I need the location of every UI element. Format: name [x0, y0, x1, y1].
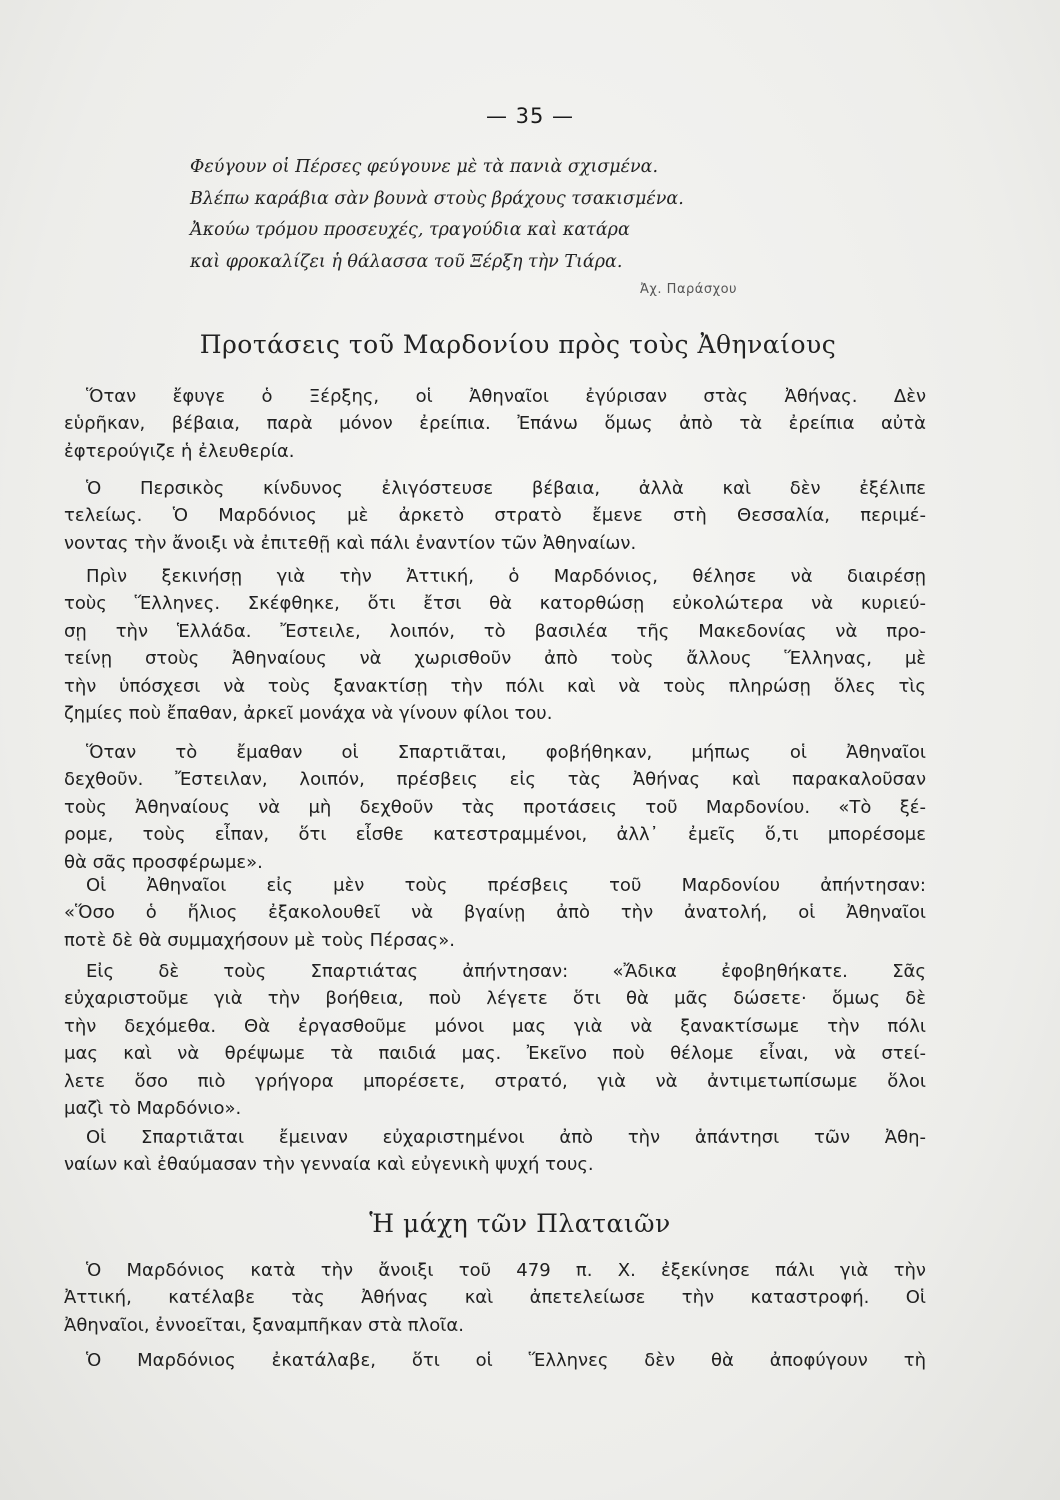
text-line: Οἱ Σπαρτιᾶται ἔμειναν εὐχαριστημένοι ἀπὸ τὴν ἀπάντησι τῶν Ἀθη- — [86, 1127, 926, 1148]
paragraph — [64, 563, 926, 727]
text-line: λετε ὅσο πιὸ γρήγορα μπορέσετε, στρατό, γιὰ νὰ ἀντιμετωπίσωμε ὅλοι — [64, 1070, 926, 1092]
poem-line: Φεύγουν οἱ Πέρσες φεύγουνε μὲ τὰ πανιὰ σχισμένα. — [190, 157, 659, 177]
text-line: ρομε, τοὺς εἶπαν, ὅτι εἶσθε κατεστραμμένοι, ἀλλ᾽ ἐμεῖς ὅ,τι μπορέσομε — [64, 824, 926, 846]
text-line: τοὺς Ἀθηναίους νὰ μὴ δεχθοῦν τὰς προτάσεις τοῦ Μαρδονίου. «Τὸ ξέ- — [64, 796, 926, 818]
text-line: τείνῃ στοὺς Ἀθηναίους νὰ χωρισθοῦν ἀπὸ τοὺς ἄλλους Ἕλληνας, μὲ — [64, 648, 926, 670]
text-line: Ὅταν ἔφυγε ὁ Ξέρξης, οἱ Ἀθηναῖοι ἐγύρισαν στὰς Ἀθήνας. Δὲν — [86, 386, 926, 407]
text-line: τὴν δεχόμεθα. Θὰ ἐργασθοῦμε μόνοι μας γιὰ νὰ ξανακτίσωμε τὴν πόλι — [64, 1015, 926, 1037]
text-line: Ὁ Μαρδόνιος ἐκατάλαβε, ὅτι οἱ Ἕλληνες δὲν θὰ ἀποφύγουν τὴ — [86, 1350, 926, 1371]
text-line: δεχθοῦν. Ἔστειλαν, λοιπόν, πρέσβεις εἰς τὰς Ἀθήνας καὶ παρακαλοῦσαν — [64, 769, 926, 791]
paragraph — [64, 958, 926, 1122]
page-number: — 35 — — [485, 104, 575, 128]
text-line: Ἀττική, κατέλαβε τὰς Ἀθήνας καὶ ἀπετελείωσε τὴν καταστροφή. Οἱ — [64, 1287, 926, 1309]
paragraph — [64, 1347, 926, 1374]
poem-line: καὶ φροκαλίζει ἡ θάλασσα τοῦ Ξέρξη τὴν Τιάρα. — [190, 251, 623, 272]
paragraph — [64, 872, 926, 954]
text-line: εὐχαριστοῦμε γιὰ τὴν βοήθεια, ποὺ λέγετε ὅτι θὰ μᾶς δώσετε· ὅμως δὲ — [64, 988, 926, 1010]
poem-attribution: Ἀχ. Παράσχου — [640, 282, 738, 297]
section-title-battle-of-plataea: Ἡ μάχη τῶν Πλαταιῶν — [369, 1209, 671, 1238]
text-line: ζημίες ποὺ ἔπαθαν, ἀρκεῖ μονάχα νὰ γίνουν φίλοι του. — [64, 703, 553, 725]
text-line: ποτὲ δὲ θὰ συμμαχήσουν μὲ τοὺς Πέρσας». — [64, 929, 455, 951]
text-line: Ἀθηναῖοι, ἐννοεῖται, ξαναμπῆκαν στὰ πλοῖα. — [64, 1314, 464, 1336]
text-line: νοντας τὴν ἄνοιξι νὰ ἐπιτεθῇ καὶ πάλι ἐναντίον τῶν Ἀθηναίων. — [64, 532, 637, 554]
text-line: Εἰς δὲ τοὺς Σπαρτιάτας ἀπήντησαν: «Ἄδικα ἐφοβηθήκατε. Σᾶς — [86, 961, 926, 982]
paragraph — [64, 1257, 926, 1339]
section-title-mardonius-proposals: Προτάσεις τοῦ Μαρδονίου πρὸς τοὺς Ἀθηναίους — [199, 330, 837, 359]
text-line: εὑρῆκαν, βέβαια, παρὰ μόνον ἐρείπια. Ἐπάνω ὅμως ἀπὸ τὰ ἐρείπια αὐτὰ — [64, 413, 926, 435]
text-line: Ὅταν τὸ ἔμαθαν οἱ Σπαρτιᾶται, φοβήθηκαν, μήπως οἱ Ἀθηναῖοι — [86, 742, 926, 763]
text-line: Πρὶν ξεκινήσῃ γιὰ τὴν Ἀττική, ὁ Μαρδόνιος, θέλησε νὰ διαιρέσῃ — [86, 566, 926, 587]
poem-stanza — [190, 152, 890, 278]
text-line: «Ὅσο ὁ ἥλιος ἐξακολουθεῖ νὰ βγαίνῃ ἀπὸ τὴν ἀνατολή, οἱ Ἀθηναῖοι — [64, 902, 926, 924]
text-line: τοὺς Ἕλληνες. Σκέφθηκε, ὅτι ἔτσι θὰ κατορθώσῃ εὐκολώτερα νὰ κυριεύ- — [64, 593, 926, 615]
poem-line: Βλέπω καράβια σὰν βουνὰ στοὺς βράχους τσακισμένα. — [190, 188, 684, 209]
paragraph — [64, 383, 926, 465]
text-line: σῃ τὴν Ἑλλάδα. Ἔστειλε, λοιπόν, τὸ βασιλέα τῆς Μακεδονίας νὰ προ- — [64, 620, 926, 642]
text-line: Ὁ Μαρδόνιος κατὰ τὴν ἄνοιξι τοῦ 479 π. Χ. ἐξεκίνησε πάλι γιὰ τὴν — [86, 1260, 926, 1281]
text-line: τὴν ὑπόσχεσι νὰ τοὺς ξανακτίσῃ τὴν πόλι καὶ νὰ τοὺς πληρώσῃ ὅλες τὶς — [64, 675, 926, 697]
text-line: μας καὶ νὰ θρέψωμε τὰ παιδιά μας. Ἐκεῖνο ποὺ θέλομε εἶναι, νὰ στεί- — [64, 1043, 926, 1065]
text-line: μαζὶ τὸ Μαρδόνιο». — [64, 1098, 242, 1120]
poem-line: Ἀκούω τρόμου προσευχές, τραγούδια καὶ κατάρα — [190, 220, 630, 240]
text-line: Ὁ Περσικὸς κίνδυνος ἐλιγόστευσε βέβαια, ἀλλὰ καὶ δὲν ἐξέλιπε — [86, 478, 926, 499]
text-line: ἐφτερούγιζε ἡ ἐλευθερία. — [64, 440, 295, 462]
paragraph — [64, 739, 926, 876]
text-line: ναίων καὶ ἐθαύμασαν τὴν γενναία καὶ εὐγενικὴ ψυχή τους. — [64, 1154, 594, 1176]
text-line: θὰ σᾶς προσφέρωμε». — [64, 851, 263, 873]
text-line: Οἱ Ἀθηναῖοι εἰς μὲν τοὺς πρέσβεις τοῦ Μαρδονίου ἀπήντησαν: — [86, 875, 926, 896]
paragraph — [64, 475, 926, 557]
paragraph — [64, 1124, 926, 1179]
text-line: τελείως. Ὁ Μαρδόνιος μὲ ἀρκετὸ στρατὸ ἔμενε στὴ Θεσσαλία, περιμέ- — [64, 505, 926, 527]
